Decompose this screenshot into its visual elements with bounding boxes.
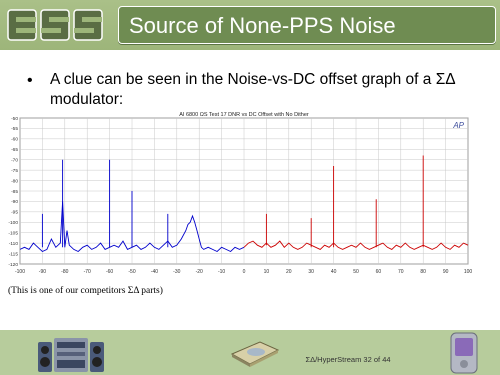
x-tick-label: -10 <box>217 269 226 275</box>
x-tick-label: -60 <box>105 269 114 275</box>
y-tick-label: -95 <box>11 210 18 216</box>
x-tick-label: 90 <box>442 269 449 275</box>
slide-title: Source of None-PPS Noise <box>129 13 396 38</box>
y-tick-label: -80 <box>11 179 18 185</box>
y-tick-label: -70 <box>11 158 18 164</box>
y-tick-label: -105 <box>8 231 18 237</box>
x-tick-label: 20 <box>286 269 292 275</box>
x-tick-label: -80 <box>61 269 69 275</box>
y-tick-label: -110 <box>8 241 18 247</box>
x-tick-label: 30 <box>308 269 314 275</box>
x-tick-label: 60 <box>375 269 382 275</box>
x-tick-label: -50 <box>128 269 136 275</box>
mobile-device-icon <box>448 332 480 374</box>
y-tick-label: -75 <box>11 168 18 174</box>
y-tick-label: -115 <box>8 252 18 258</box>
x-tick-label: 70 <box>398 269 404 275</box>
slide-header <box>0 0 500 50</box>
y-tick-label: -90 <box>11 200 18 206</box>
y-tick-label: -85 <box>11 189 18 195</box>
x-tick-label: 100 <box>463 269 473 275</box>
y-tick-label: -100 <box>8 221 18 227</box>
y-tick-label: -120 <box>8 262 18 268</box>
x-tick-label: -70 <box>83 269 91 275</box>
x-tick-label: -100 <box>14 269 26 275</box>
x-tick-label: -20 <box>195 269 203 275</box>
x-tick-label: 50 <box>353 269 359 275</box>
ap-mark: AP <box>453 121 464 130</box>
bullet-marker: • <box>27 72 33 89</box>
x-tick-label: 10 <box>263 269 270 275</box>
x-tick-label: 80 <box>420 269 426 275</box>
chart-svg <box>2 108 474 280</box>
x-tick-label: 0 <box>242 269 246 275</box>
x-tick-label: -90 <box>38 269 47 275</box>
y-tick-label: -65 <box>11 148 18 154</box>
title-box <box>118 6 496 44</box>
x-tick-label: -40 <box>150 269 159 275</box>
y-tick-label: -55 <box>11 127 18 133</box>
x-tick-label: 40 <box>330 269 337 275</box>
y-tick-label: -50 <box>11 116 18 122</box>
x-tick-label: -30 <box>173 269 181 275</box>
chart-title: AI 6800 ΩS Test 17 DNR vs DC Offset with No Dither <box>179 112 309 118</box>
disc-player-icon <box>230 336 280 368</box>
ess-logo <box>6 6 106 44</box>
chart-caption: (This is one of our competitors ΣΔ parts) <box>8 286 163 296</box>
noise-vs-dc-chart <box>2 108 474 280</box>
stereo-system-icon <box>36 332 106 374</box>
bullet-text: A clue can be seen in the Noise-vs-DC offset graph of a ΣΔ modulator: <box>50 71 455 108</box>
footer-page-label: ΣΔ/HyperStream 32 of 44 <box>305 355 391 364</box>
y-tick-label: -60 <box>11 137 18 143</box>
